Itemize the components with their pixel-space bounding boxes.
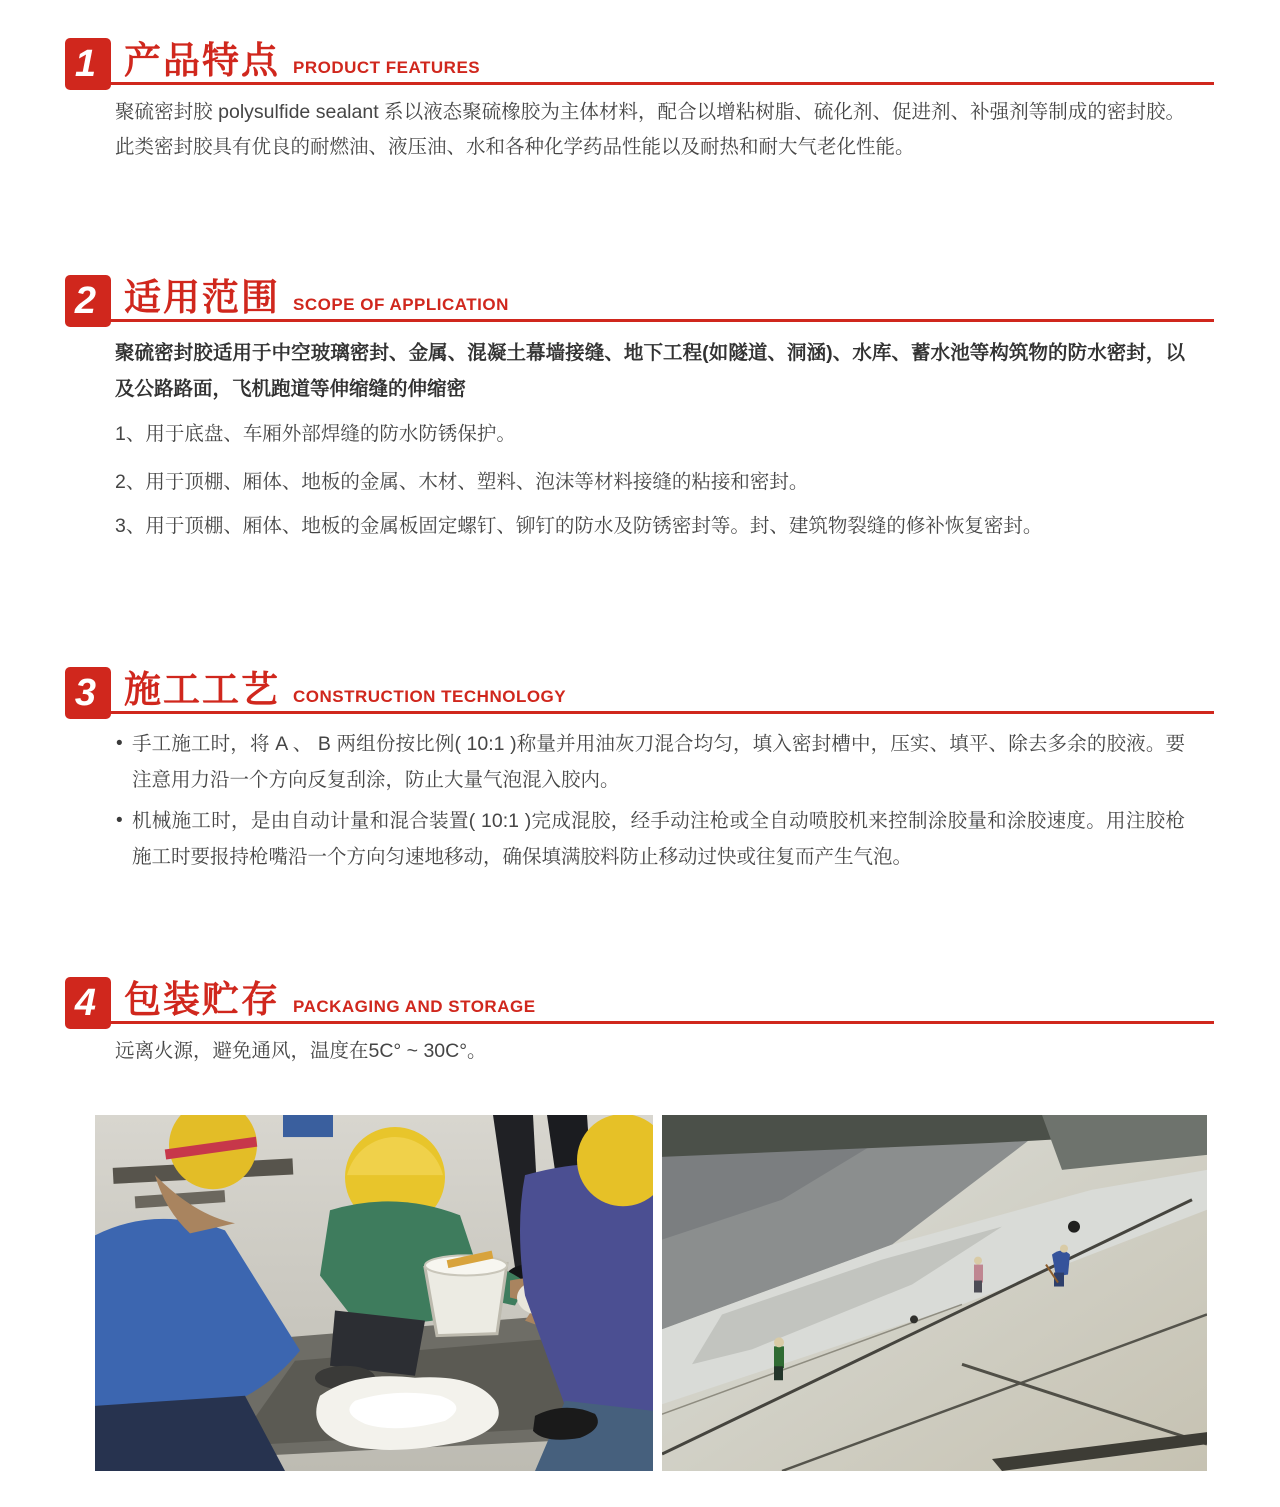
section-1-number-badge: 1 xyxy=(65,38,111,90)
section-2-title-rule xyxy=(111,279,1214,322)
section-2-title-cn: 适用范围 xyxy=(124,277,280,318)
section-2-header xyxy=(65,275,1214,322)
section-3-title-en: CONSTRUCTION TECHNOLOGY xyxy=(293,687,567,706)
photo-concrete-slope xyxy=(662,1115,1207,1471)
section-2-title-en: SCOPE OF APPLICATION xyxy=(293,295,509,314)
worker-figure-green xyxy=(774,1337,784,1380)
list-item: 2、用于顶棚、厢体、地板的金属、木材、塑料、泡沫等材料接缝的粘接和密封。 xyxy=(115,471,809,493)
section-4-title-rule xyxy=(111,981,1214,1024)
bullet-item: • 手工施工时，将 A 、 B 两组份按比例( 10:1 )称量并用油灰刀混合均匀，填入密封槽中，压实、填平、除去多余的胶液。要注意用力沿一个方向反复刮涂，防止大量气泡混入胶内。 xyxy=(132,726,1185,798)
photo-concrete-slope-image xyxy=(662,1115,1207,1471)
section-1-title-rule xyxy=(111,42,1214,85)
section-4-header xyxy=(65,977,1214,1024)
section-3-title-cn: 施工工艺 xyxy=(124,669,280,710)
section-3-title-rule xyxy=(111,671,1214,714)
section-1-title-en: PRODUCT FEATURES xyxy=(293,58,481,77)
list-item: 3、用于顶棚、厢体、地板的金属板固定螺钉、铆钉的防水及防锈密封等。封、建筑物裂缝的修补恢复密封。 xyxy=(115,515,1043,537)
section-3-bullet-list xyxy=(0,726,1280,875)
worker-figure-pink xyxy=(974,1257,983,1293)
bullet-item: • 机械施工时，是由自动计量和混合装置( 10:1 )完成混胶，经手动注枪或全自动喷胶机来控制涂胶量和涂胶速度。用注胶枪施工时要报持枪嘴沿一个方向匀速地移动，确保填满胶料防止移动过快或往复而产生气泡。 xyxy=(132,803,1185,875)
section-4-title-en: PACKAGING AND STORAGE xyxy=(293,997,536,1016)
section-1-title-cn: 产品特点 xyxy=(124,40,280,81)
section-4-number-badge: 4 xyxy=(65,977,111,1029)
list-item: 1、用于底盘、车厢外部焊缝的防水防锈保护。 xyxy=(115,423,516,445)
section-1-header xyxy=(65,38,1214,85)
section-3-number-badge: 3 xyxy=(65,667,111,719)
section-1-paragraph: 聚硫密封胶 polysulfide sealant 系以液态聚硫橡胶为主体材料，配合以增粘树脂、硫化剂、促进剂、补强剂等制成的密封胶。此类密封胶具有优良的耐燃油、液压油、水和各种化学药品性能以及耐热和耐大气老化性能。 xyxy=(115,101,1185,158)
photo-sealant-application-image xyxy=(95,1115,653,1471)
section-3-header xyxy=(65,667,1214,714)
photo-row xyxy=(95,1115,1207,1471)
section-4-title-cn: 包装贮存 xyxy=(124,979,280,1020)
section-2-item-list xyxy=(0,417,1280,543)
section-4-paragraph: 远离火源，避免通风，温度在5C° ~ 30C°。 xyxy=(115,1040,487,1062)
section-2-lead-paragraph: 聚硫密封胶适用于中空玻璃密封、金属、混凝土幕墙接缝、地下工程(如隧道、洞涵)、水库、蓄水池等构筑物的防水密封，以及公路路面，飞机跑道等伸缩缝的伸缩密 xyxy=(115,342,1185,400)
photo-sealant-application xyxy=(95,1115,653,1471)
section-2-number-badge: 2 xyxy=(65,275,111,327)
